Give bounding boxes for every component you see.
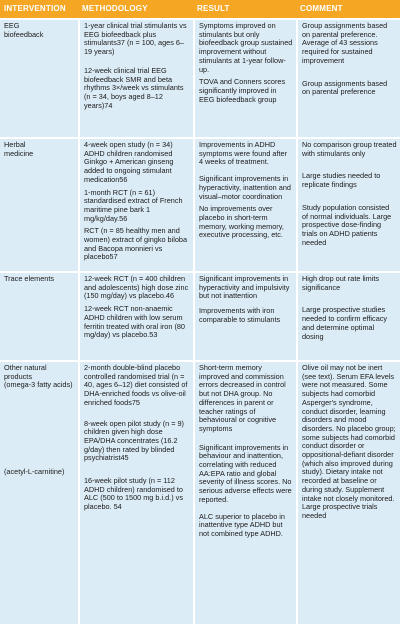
table-row [0,273,400,362]
comment-entry: High drop out rate limits significance [302,274,380,292]
methodology-entry: 8-week open pilot study (n = 9) children given high dose EPA/DHA concentrates (16.2 g/day) then rated by blinded psychiatrist45 [84,418,184,463]
methodology-entry: RCT (n = 85 healthy men and women) extract of gingko biloba and Bacopa monnieri vs placebo57 [84,226,188,262]
intervention-line: Trace elements [4,274,55,283]
result-entry: Significant improvements in hyperactivity, inattention and visual–motor coordination [199,174,291,201]
intervention-cell [0,20,78,137]
methodology-entry: 2-month double-blind placebo controlled randomised trial (n = 40, ages 6–12) diet consisted of DHA-enriched foods vs olive-oil enriched foods75 [84,363,188,407]
methodology-cell [78,362,193,624]
result-entry: Improvements in ADHD symptoms were found after 4 weeks of treatment. [199,140,288,167]
comment-entry: Large studies needed to replicate findings [302,171,381,190]
header-methodology: METHODOLOGY [82,4,148,13]
methodology-entry: 1-month RCT (n = 61) standardised extract of French maritime pine bark 1 mg/kg/day.56 [84,187,183,223]
comment-entry: Group assignments based on parental preference. Average of 43 sessions required for sustained improvement [302,21,388,65]
result-entry: Improvements with iron comparable to stimulants [199,306,281,324]
table-row [0,20,400,139]
result-cell [193,362,296,624]
result-entry: No improvements over placebo in short-term memory, working memory, executive processing, etc. [199,204,284,240]
comment-entry: Large prospective studies needed to confirm efficacy and determine optimal dosing [302,305,388,341]
intervention-line: Herbal [4,140,26,149]
comment-entry: No comparison group treated with stimulants only [302,140,397,158]
intervention-line: Other natural products [4,363,47,381]
methodology-cell [78,273,193,360]
result-entry: Significant improvements in hyperactivity and impulsivity but not inattention [199,274,290,301]
methodology-entry: 16-week pilot study (n = 112 ADHD children) randomised to ALC (500 to 1500 mg b.i.d.) vs placebo. 54 [84,476,183,512]
methodology-cell [78,20,193,137]
header-intervention: INTERVENTION [4,4,66,13]
intervention-line: (acetyl-L-carnitine) [4,467,65,477]
comment-entry: Group assignments based on parental preference [302,78,388,97]
result-entry: ALC superior to placebo in inattentive type ADHD but not combined type ADHD. [199,511,285,538]
intervention-line: medicine [4,148,34,158]
result-cell [193,273,296,360]
methodology-entry: 4-week open study (n = 34) ADHD children randomised Ginkgo + American ginseng added to ongoing stimulant medication56 [84,140,174,184]
methodology-entry: 1-year clinical trial stimulants vs EEG biofeedback plus stimulants37 (n = 100, ages 6–19 years) [84,21,187,57]
methodology-entry: 12-week RCT (n = 400 children and adolescents) high dose zinc (150 mg/day) vs placebo.46 [84,274,189,301]
table-row [0,362,400,624]
methodology-cell [78,139,193,271]
result-entry: TOVA and Conners scores significantly improved in EEG biofeedback group [199,77,286,104]
comment-cell [296,139,400,271]
header-result: RESULT [197,4,230,13]
result-cell [193,139,296,271]
intervention-line: biofeedback [4,29,44,39]
methodology-entry: 12-week RCT non-anaemic ADHD children with low serum ferritin treated with oral iron (80 mg/day) vs placebo.53 [84,304,185,340]
comment-cell [296,273,400,360]
result-entry: Short-term memory improved and commission errors decreased in control but not DHA group. No differences in parent or teacher ratings of behavioural or cognitive symptoms [199,363,286,433]
intervention-cell [0,273,78,360]
intervention-line: EEG [4,21,20,30]
comment-cell [296,20,400,137]
intervention-line: (omega-3 fatty acids) [4,380,73,390]
intervention-cell [0,139,78,271]
comment-cell [296,362,400,624]
result-entry: Symptoms improved on stimulants but only biofeedback group sustained improvement without stimulants at 1-year follow-up. [199,21,293,74]
header-comment: COMMENT [300,4,343,13]
methodology-entry: 12-week clinical trial EEG biofeedback SMR and beta rhythms 3×/week vs stimulants (n = 34, boys aged 8–12 years)74 [84,65,184,110]
comment-entry: Olive oil may not be inert (see text). Serum EFA levels were not measured. Some subjects had comorbid Asperger's syndrome, conduct disorder, learning disorders and mood disorders. No placebo group; some subjects had comorbid conduct disorder or oppositional-defiant disorder (which also improved during study). Dietary intake not recorded at baseline or during study. Supplement intake not closely monitored. [302,363,396,503]
comment-entry: Large prospective trials needed [302,502,378,520]
table-row [0,139,400,273]
result-entry: Significant improvements in behaviour and inattention, correlating with reduced AA:EPA ratio and global severity of illness scores. No serious adverse effects were reported. [199,442,292,504]
table-header [0,0,400,18]
result-cell [193,20,296,137]
intervention-cell [0,362,78,624]
comment-entry: Study population consisted of normal individuals. Large prospective dose-finding trials on ADHD patients needed [302,202,392,247]
